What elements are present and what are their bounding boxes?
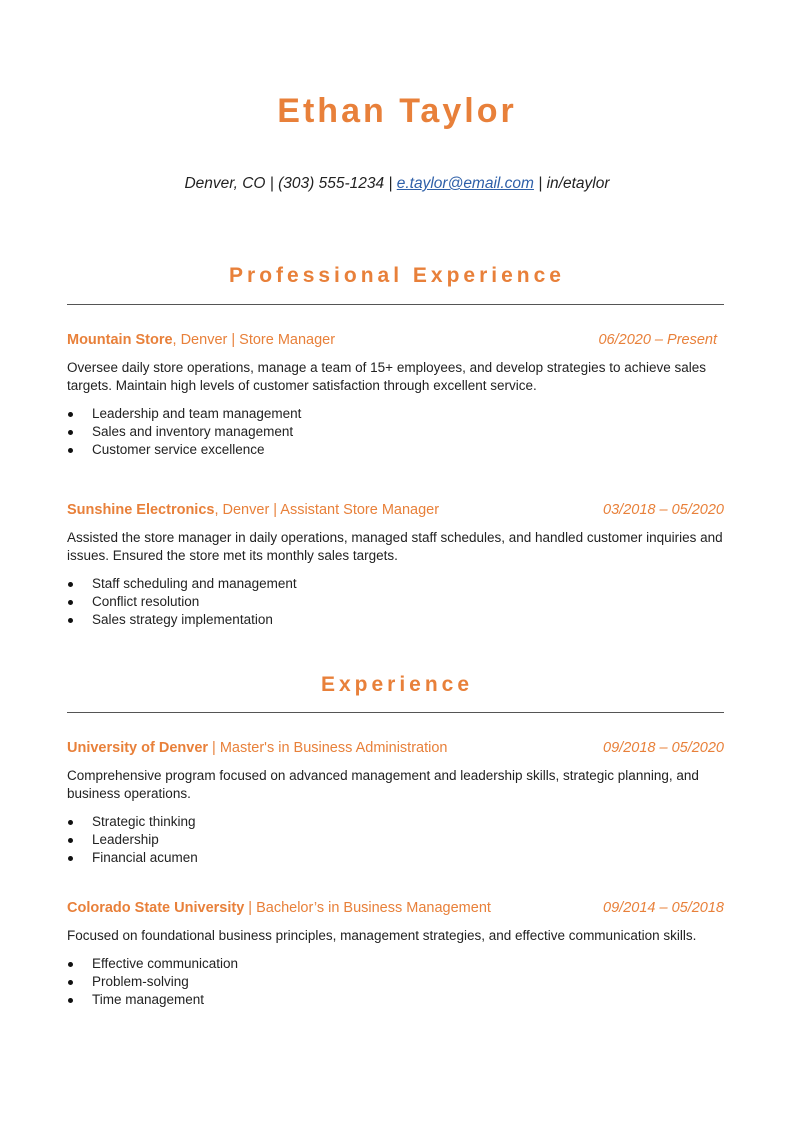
- resume-name: Ethan Taylor: [277, 92, 517, 130]
- entry-description: Comprehensive program focused on advanced management and leadership skills, strategic planning, and business operations.: [67, 768, 699, 801]
- experience-entry: [67, 330, 724, 459]
- list-item: [67, 405, 724, 423]
- bullet-text: Strategic thinking: [92, 814, 196, 829]
- separator: |: [265, 175, 279, 192]
- bullet-icon: [68, 618, 73, 623]
- list-item: [67, 813, 724, 831]
- location: Denver, CO: [184, 175, 266, 192]
- section-title: Professional Experience: [229, 264, 565, 287]
- entry-description: Oversee daily store operations, manage a team of 15+ employees, and develop strategies to achieve sales targets. Maintain high levels of customer satisfaction through excellent service.: [67, 360, 707, 393]
- list-item: [67, 441, 724, 459]
- entry-date: 06/2020 – Present: [598, 332, 717, 348]
- bullet-text: Leadership and team management: [92, 406, 302, 421]
- bullet-text: Financial acumen: [92, 850, 198, 865]
- entry-detail: , Denver | Store Manager: [172, 332, 336, 348]
- bullet-text: Leadership: [92, 832, 159, 847]
- entry-date: 09/2018 – 05/2020: [603, 740, 724, 756]
- section-divider: [67, 712, 724, 713]
- list-item: [67, 423, 724, 441]
- entry-detail: , Denver | Assistant Store Manager: [214, 502, 440, 518]
- entry-org: Mountain Store: [67, 332, 173, 348]
- entry-date: 09/2014 – 05/2018: [603, 900, 724, 916]
- list-item: [67, 849, 724, 867]
- bullet-icon: [68, 430, 73, 435]
- list-item: [67, 955, 724, 973]
- list-item: [67, 831, 724, 849]
- entry-description: Assisted the store manager in daily operations, managed staff schedules, and handled customer inquiries and issues. Ensured the store met its monthly sales targets.: [67, 530, 723, 563]
- contact-line: [0, 175, 794, 193]
- entry-detail: | Bachelor’s in Business Management: [244, 900, 491, 916]
- bullet-icon: [68, 582, 73, 587]
- bullet-icon: [68, 998, 73, 1003]
- education-entry: [67, 738, 724, 867]
- bullet-icon: [68, 820, 73, 825]
- entry-description: Focused on foundational business principles, management strategies, and effective communication skills.: [67, 928, 697, 943]
- separator: |: [533, 175, 547, 192]
- bullet-icon: [68, 412, 73, 417]
- bullet-icon: [68, 448, 73, 453]
- list-item: [67, 991, 724, 1009]
- bullet-icon: [68, 600, 73, 605]
- entry-org: Sunshine Electronics: [67, 502, 215, 518]
- bullet-icon: [68, 980, 73, 985]
- bullet-icon: [68, 838, 73, 843]
- phone: (303) 555-1234: [278, 175, 385, 192]
- bullet-text: Problem-solving: [92, 974, 189, 989]
- list-item: [67, 611, 724, 629]
- separator: |: [384, 175, 397, 192]
- entry-org: University of Denver: [67, 740, 209, 756]
- bullet-text: Sales and inventory management: [92, 424, 294, 439]
- bullet-text: Customer service excellence: [92, 442, 265, 457]
- linkedin: in/etaylor: [546, 175, 610, 192]
- section-divider: [67, 304, 724, 305]
- entry-org: Colorado State University: [67, 900, 245, 916]
- bullet-text: Effective communication: [92, 956, 239, 971]
- email-link[interactable]: e.taylor@email.com: [396, 175, 534, 192]
- bullet-text: Sales strategy implementation: [92, 612, 273, 627]
- bullet-text: Time management: [92, 992, 205, 1007]
- bullet-icon: [68, 962, 73, 967]
- list-item: [67, 593, 724, 611]
- experience-entry: [67, 500, 724, 629]
- entry-date: 03/2018 – 05/2020: [603, 502, 724, 518]
- education-entry: [67, 898, 724, 1009]
- section-title: Experience: [320, 673, 474, 696]
- bullet-icon: [68, 856, 73, 861]
- bullet-text: Conflict resolution: [92, 594, 200, 609]
- entry-detail: | Master's in Business Administration: [208, 740, 448, 756]
- list-item: [67, 973, 724, 991]
- list-item: [67, 575, 724, 593]
- bullet-text: Staff scheduling and management: [92, 576, 297, 591]
